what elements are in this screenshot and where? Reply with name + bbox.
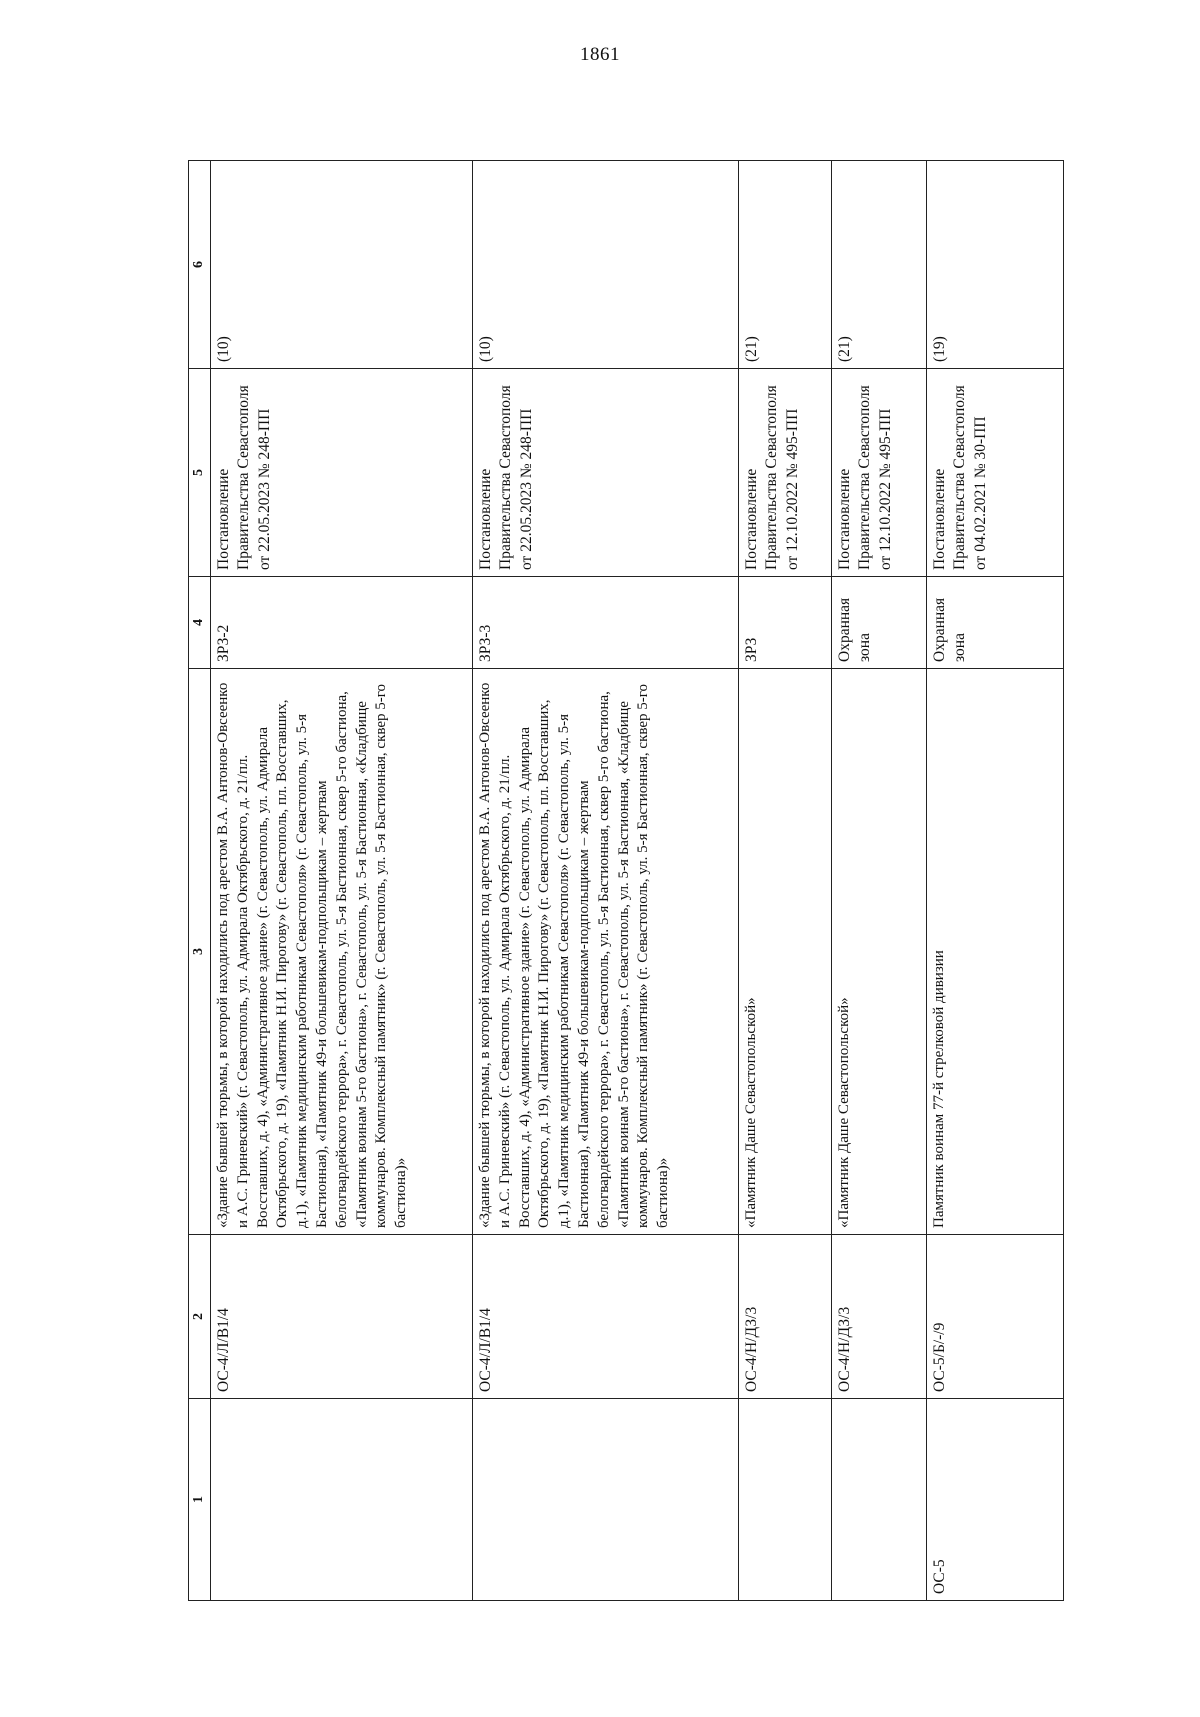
table-header-row <box>189 161 211 1601</box>
zone-type-cell: Охранная зона <box>832 577 927 669</box>
reference-cell: (19) <box>927 161 1064 369</box>
legal-act-cell: Постановление Правительства Севастополя от 04.02.2021 № 30-ПП <box>927 369 1064 577</box>
column-header: 5 <box>189 369 211 577</box>
zone-type-cell: ЗРЗ <box>739 577 832 669</box>
table-row <box>473 161 739 1601</box>
zone-code-cell: ОС-5/Б/-/9 <box>927 1235 1064 1399</box>
table-row <box>739 161 832 1601</box>
zone-type-cell: ЗРЗ-3 <box>473 577 739 669</box>
reference-cell: (10) <box>473 161 739 369</box>
table-row <box>211 161 473 1601</box>
column-header: 1 <box>189 1399 211 1601</box>
legal-act-cell: Постановление Правительства Севастополя от 12.10.2022 № 495-ПП <box>739 369 832 577</box>
group-code-cell <box>739 1399 832 1601</box>
zone-code-cell: ОС-4/Л/В1/4 <box>473 1235 739 1399</box>
legal-act-cell: Постановление Правительства Севастополя от 22.05.2023 № 248-ПП <box>473 369 739 577</box>
reference-cell: (21) <box>739 161 832 369</box>
objects-cell: «Здание бывшей тюрьмы, в которой находились под арестом В.А. Антонов-Овсеенко и А.С. Гриневский» (г. Севастополь, ул. Адмирала Октябрьского, д. 21/пл. Восставших, д. 4), «Административное здание» (г. Севастополь, ул. Адмирала Октябрьского, д. 19), «Памятник Н.И. Пирогову» (г. Севастополь, пл. Восставших, д.1), «Памятник медицинским работникам Севастополя» (г. Севастополь, ул. 5-я Бастионная), «Памятник 49-и большевикам-подпольщикам – жертвам белогвардейского террора», г. Севастополь, ул. 5-я Бастионная, сквер 5-го бастиона, «Памятник воинам 5-го бастиона», г. Севастополь, ул. 5-я Бастионная, «Кладбище коммунаров. Комплексный памятник» (г. Севастополь, ул. 5-я Бастионная, сквер 5-го бастиона)» <box>473 669 739 1235</box>
legal-act-cell: Постановление Правительства Севастополя от 12.10.2022 № 495-ПП <box>832 369 927 577</box>
objects-cell: «Здание бывшей тюрьмы, в которой находились под арестом В.А. Антонов-Овсеенко и А.С. Гриневский» (г. Севастополь, ул. Адмирала Октябрьского, д. 21/пл. Восставших, д. 4), «Административное здание» (г. Севастополь, ул. Адмирала Октябрьского, д. 19), «Памятник Н.И. Пирогову» (г. Севастополь, пл. Восставших, д.1), «Памятник медицинским работникам Севастополя» (г. Севастополь, ул. 5-я Бастионная), «Памятник 49-и большевикам-подпольщикам – жертвам белогвардейского террора», г. Севастополь, ул. 5-я Бастионная, сквер 5-го бастиона, «Памятник воинам 5-го бастиона», г. Севастополь, ул. 5-я Бастионная, «Кладбище коммунаров. Комплексный памятник» (г. Севастополь, ул. 5-я Бастионная, сквер 5-го бастиона)» <box>211 669 473 1235</box>
group-code-cell <box>473 1399 739 1601</box>
zone-code-cell: ОС-4/Н/ДЗ/3 <box>832 1235 927 1399</box>
table-row <box>927 161 1064 1601</box>
group-code-cell <box>832 1399 927 1601</box>
page-number: 1861 <box>580 44 620 65</box>
reference-cell: (10) <box>211 161 473 369</box>
table-row <box>832 161 927 1601</box>
zone-type-cell: ЗРЗ-2 <box>211 577 473 669</box>
rotated-table-container <box>188 161 1063 1601</box>
objects-cell: Памятник воинам 77-й стрелковой дивизии <box>927 669 1064 1235</box>
objects-cell: «Памятник Даше Севастопольской» <box>832 669 927 1235</box>
group-code-cell: ОС-5 <box>927 1399 1064 1601</box>
column-header: 6 <box>189 161 211 369</box>
column-header: 2 <box>189 1235 211 1399</box>
zone-code-cell: ОС-4/Н/ДЗ/3 <box>739 1235 832 1399</box>
legal-act-cell: Постановление Правительства Севастополя от 22.05.2023 № 248-ПП <box>211 369 473 577</box>
group-code-cell <box>211 1399 473 1601</box>
column-header: 3 <box>189 669 211 1235</box>
reference-cell: (21) <box>832 161 927 369</box>
column-header: 4 <box>189 577 211 669</box>
zone-type-cell: Охранная зона <box>927 577 1064 669</box>
objects-cell: «Памятник Даше Севастопольской» <box>739 669 832 1235</box>
register-table <box>188 160 1064 1601</box>
zone-code-cell: ОС-4/Л/В1/4 <box>211 1235 473 1399</box>
